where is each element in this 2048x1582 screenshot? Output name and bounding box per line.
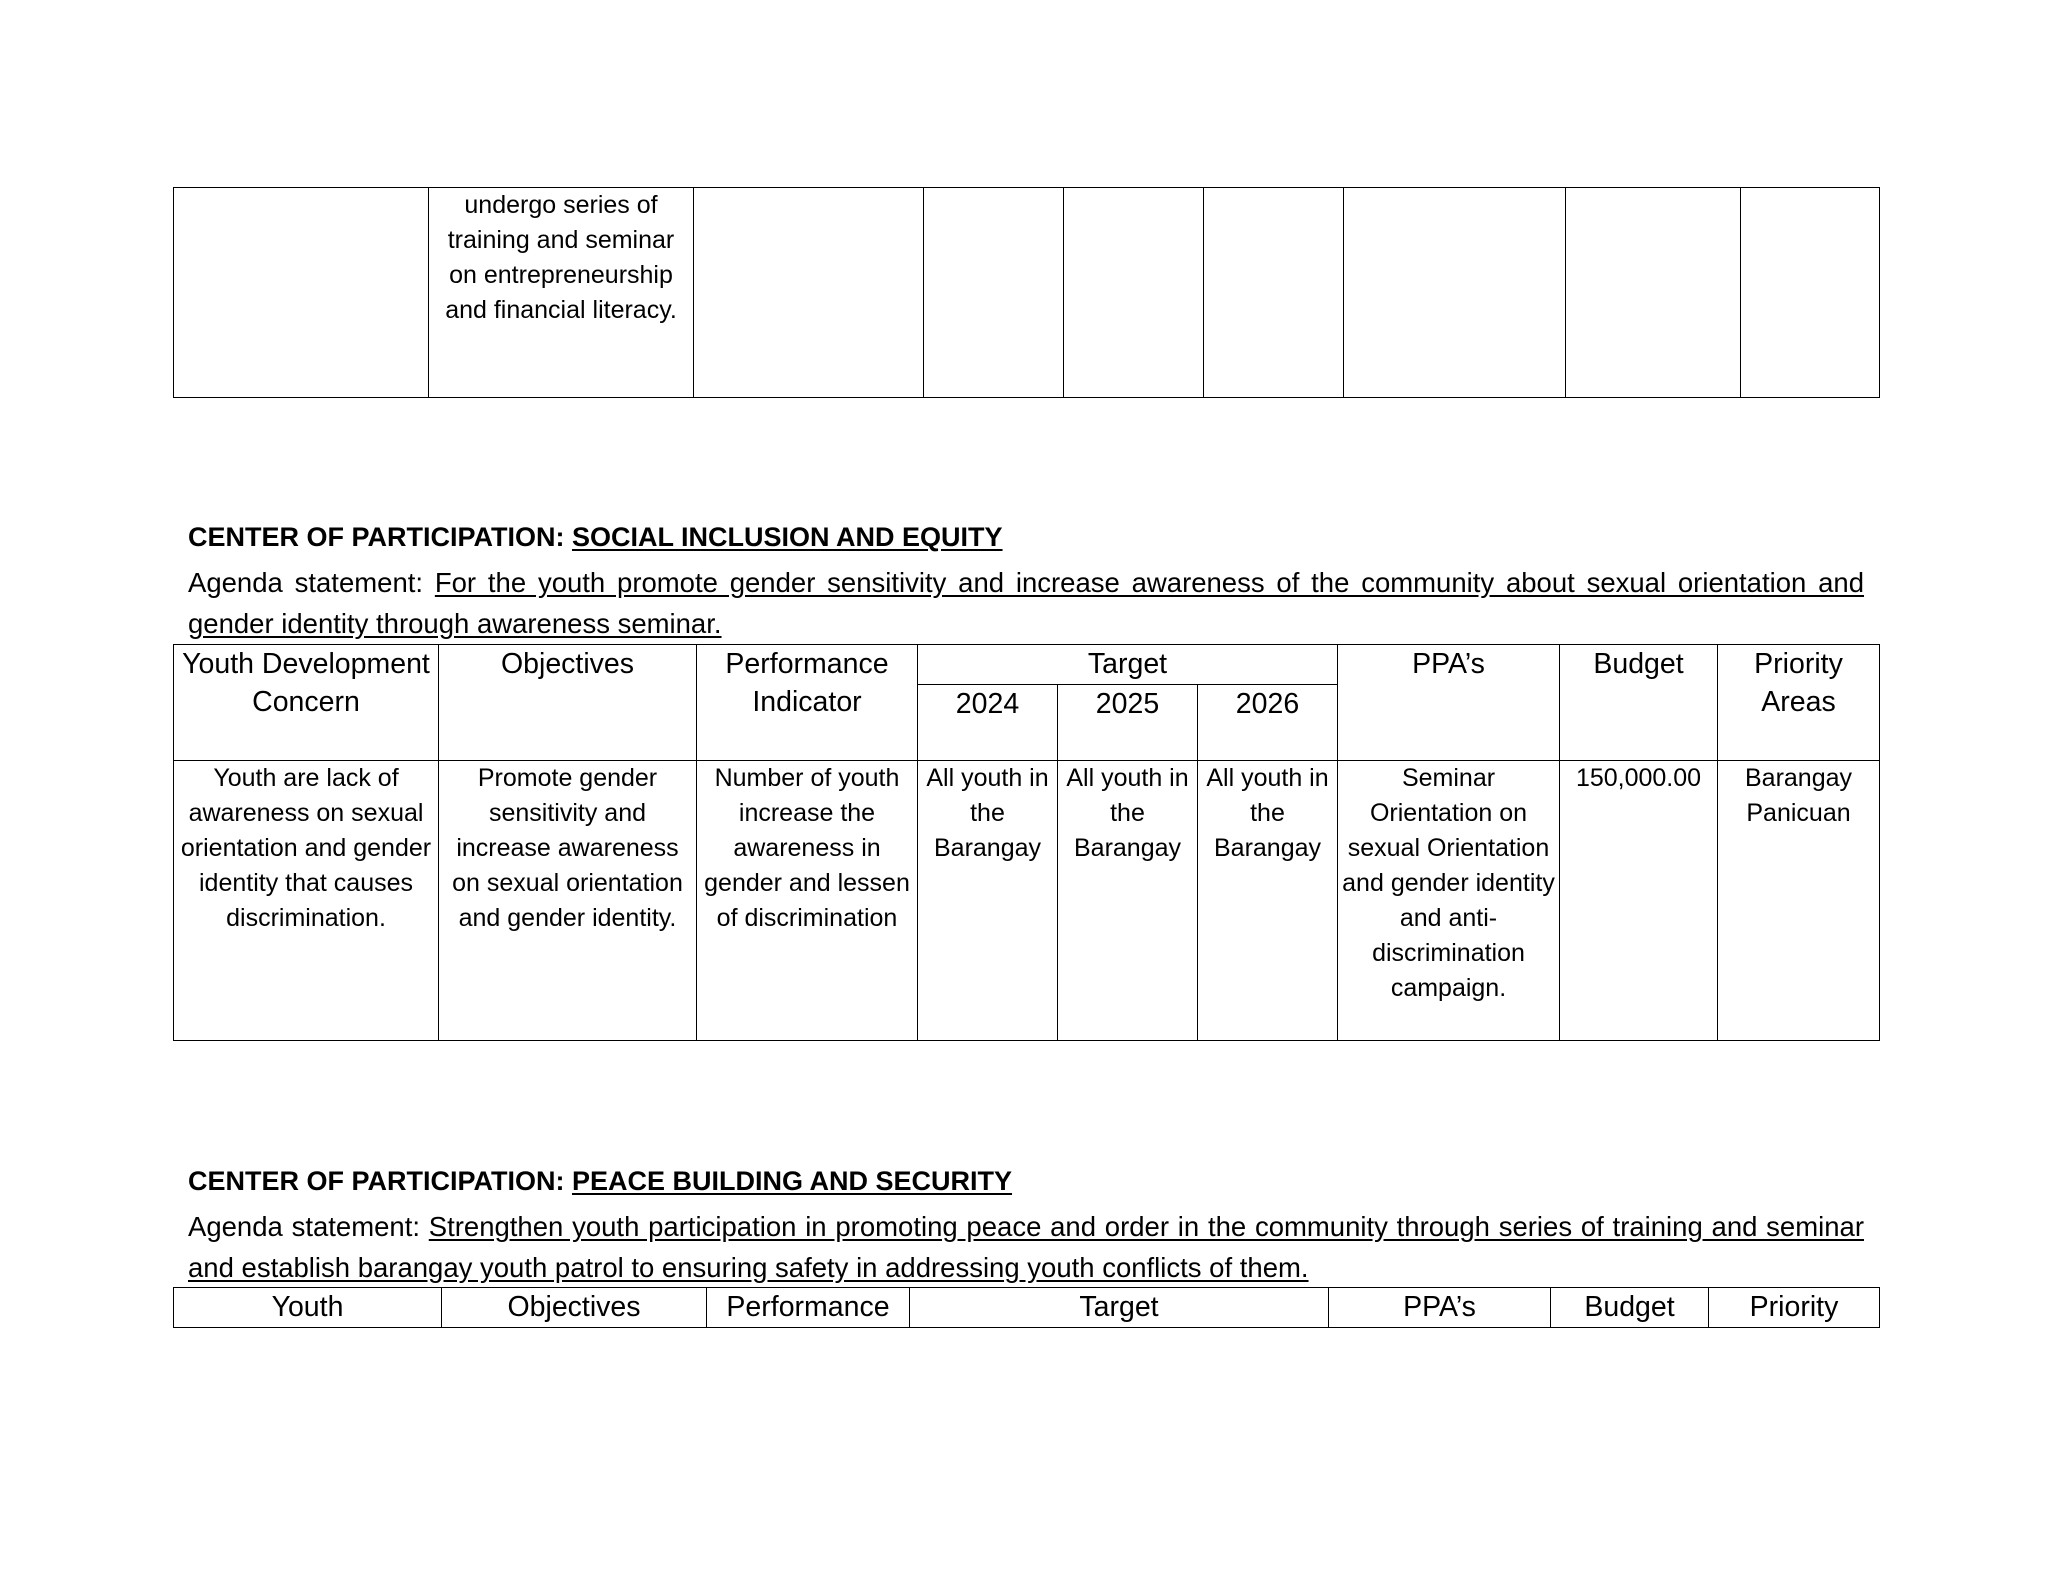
agenda-label: Agenda statement: [188, 567, 424, 598]
continuation-table [173, 187, 1880, 398]
header-ppas: PPA’s [1329, 1288, 1551, 1328]
agenda-label: Agenda statement: [188, 1211, 420, 1242]
cell-concern: Youth are lack of awareness on sexual orientation and gender identity that causes discrimination. [174, 761, 439, 1041]
agenda-text: Strengthen youth participation in promoting peace and order in the community through series of training and seminar and establish barangay youth patrol to ensuring safety in addressing youth conflicts of them. [188, 1211, 1864, 1283]
header-priority: Priority Areas [1718, 645, 1880, 761]
cell-target-2026: All youth in the Barangay [1198, 761, 1338, 1041]
cell-target-2025: All youth in the Barangay [1058, 761, 1198, 1041]
table-cell [174, 188, 429, 398]
header-priority: Priority [1709, 1288, 1880, 1328]
table-cell [1344, 188, 1566, 398]
section-title-prefix: CENTER OF PARTICIPATION: [188, 1166, 565, 1196]
table-cell-objective: undergo series of training and seminar on entrepreneurship and financial literacy. [429, 188, 694, 398]
cell-ppas: Seminar Orientation on sexual Orientation and gender identity and anti-discrimination campaign. [1338, 761, 1560, 1041]
table-cell [1204, 188, 1344, 398]
table-row [174, 761, 1880, 1041]
header-target: Target [918, 645, 1338, 685]
header-target: Target [910, 1288, 1329, 1328]
header-year-2025: 2025 [1058, 685, 1198, 761]
table-cell [924, 188, 1064, 398]
section-title-peace-building [188, 1166, 1012, 1197]
header-year-2026: 2026 [1198, 685, 1338, 761]
cell-target-2024: All youth in the Barangay [918, 761, 1058, 1041]
cell-priority: Barangay Panicuan [1718, 761, 1880, 1041]
cell-objectives: Promote gender sensitivity and increase awareness on sexual orientation and gender identity. [439, 761, 697, 1041]
cell-budget: 150,000.00 [1560, 761, 1718, 1041]
cell-indicator: Number of youth increase the awareness in gender and lessen of discrimination [697, 761, 918, 1041]
social-inclusion-table [173, 644, 1880, 1041]
header-objectives: Objectives [439, 645, 697, 761]
section-title-name: PEACE BUILDING AND SECURITY [572, 1166, 1013, 1196]
header-concern: Youth Development Concern [174, 645, 439, 761]
table-cell [1566, 188, 1741, 398]
header-objectives: Objectives [442, 1288, 707, 1328]
peace-building-table [173, 1287, 1880, 1328]
section-title-name: SOCIAL INCLUSION AND EQUITY [572, 522, 1003, 552]
table-cell [694, 188, 924, 398]
table-cell [1741, 188, 1880, 398]
header-budget: Budget [1551, 1288, 1709, 1328]
section-title-social-inclusion [188, 522, 1003, 553]
agenda-statement [188, 562, 1864, 644]
table-header-row [174, 645, 1880, 685]
table-row [174, 188, 1880, 398]
agenda-statement [188, 1206, 1864, 1288]
table-cell [1064, 188, 1204, 398]
header-year-2024: 2024 [918, 685, 1058, 761]
table-header-row [174, 1288, 1880, 1328]
section-title-prefix: CENTER OF PARTICIPATION: [188, 522, 565, 552]
header-indicator: Performance Indicator [697, 645, 918, 761]
header-ppas: PPA’s [1338, 645, 1560, 761]
header-concern: Youth [174, 1288, 442, 1328]
header-budget: Budget [1560, 645, 1718, 761]
header-indicator: Performance [707, 1288, 910, 1328]
agenda-text: For the youth promote gender sensitivity and increase awareness of the community about sexual orientation and gender identity through awareness seminar. [188, 567, 1865, 639]
